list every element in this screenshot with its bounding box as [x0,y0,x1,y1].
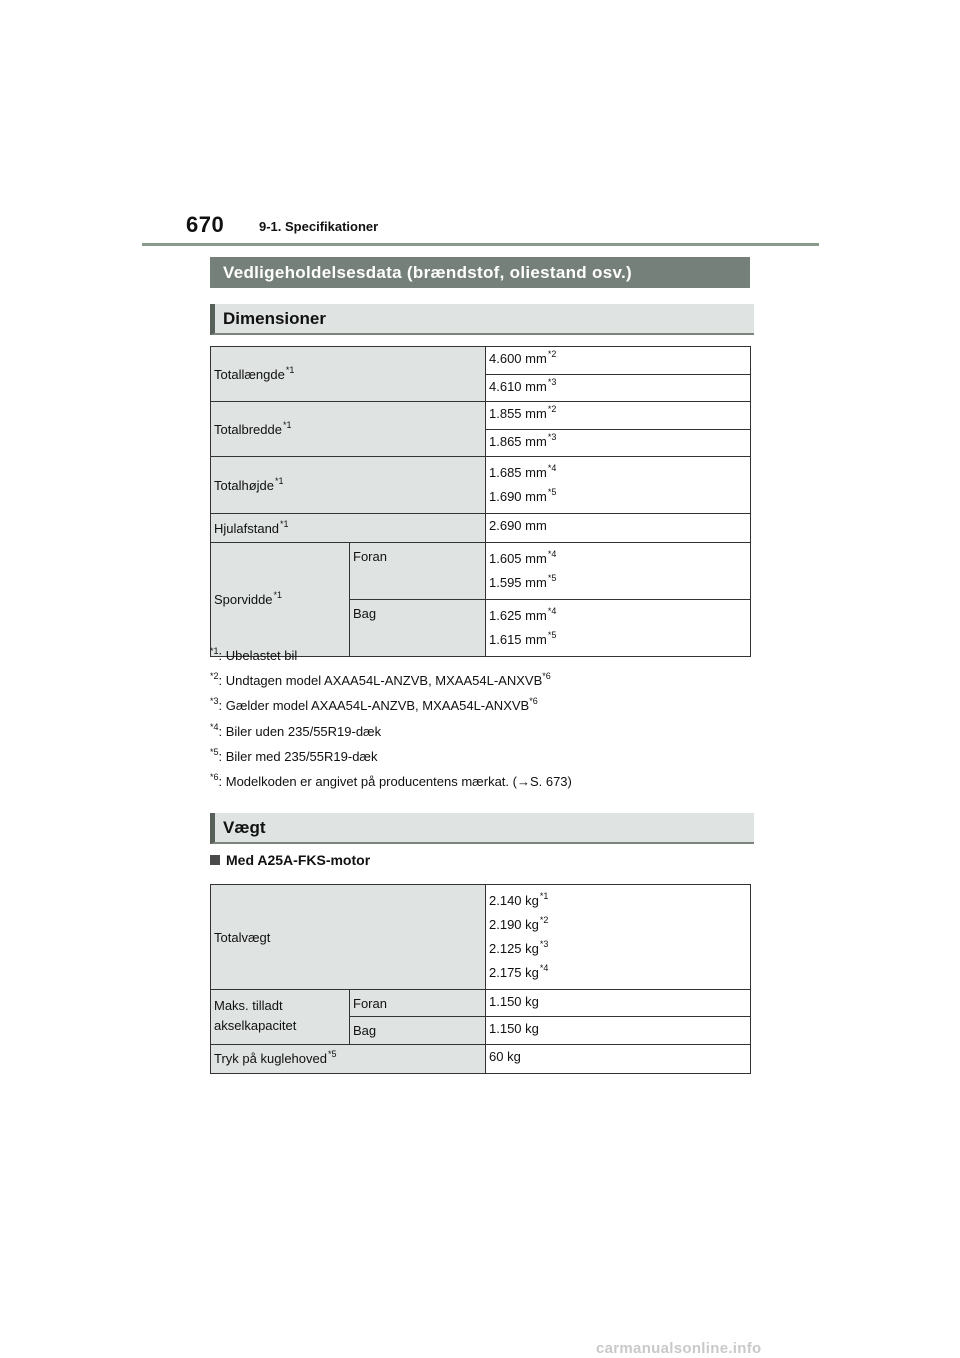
table-row [211,514,751,543]
width-value-2: 1.865 $mm^{*3}$ [486,430,751,457]
track-label: Sporvidde$^{*1}$ [211,543,350,657]
main-heading: Vedligeholdelsesdata (brændstof, oliestand osv.) [210,257,750,288]
track-rear-label: Bag [350,600,486,657]
axle-front-value: 1.150 kg [486,990,751,1017]
dimensions-table [210,346,751,657]
footnote: $^{*1}$: Ubelastet bil [210,646,298,663]
height-label: Totalhøjde$^{*1}$ [211,457,486,514]
total-weight-values [486,885,751,990]
table-row [211,347,751,375]
engine-subheading: Med A25A-FKS-motor [210,852,370,868]
axle-capacity-label: Maks. tilladt akselkapacitet [211,990,350,1045]
table-row [211,885,751,990]
wheelbase-label: Hjulafstand$^{*1}$ [211,514,486,543]
track-front-value-2: 1.595 $mm^{*5}$ [489,573,557,590]
table-row [211,1045,751,1074]
page-number: 670 [186,212,225,237]
track-rear-value-1: 1.625 $mm^{*4}$ [489,606,557,623]
square-bullet-icon [210,855,220,865]
axle-rear-label: Bag [350,1017,486,1045]
track-rear-value-2: 1.615 $mm^{*5}$ [489,630,557,647]
height-values [486,457,751,514]
length-value-2: 4.610 $mm^{*3}$ [486,375,751,402]
weight-table [210,884,751,1074]
coupling-load-label: Tryk på kuglehoved$^{*5}$ [211,1045,486,1074]
weight-heading: Vægt [210,813,754,844]
length-value-1: 4.600 $mm^{*2}$ [486,347,751,375]
table-row [211,457,751,514]
axle-front-label: Foran [350,990,486,1017]
footnote: $^{*6}$: Modelkoden er angivet på producentens mærkat. (→S. 673) [210,771,572,789]
table-row [211,402,751,430]
footnote: $^{*4}$: Biler uden 235/55R19-dæk [210,721,382,739]
watermark: carmanualsonline.info [596,1340,762,1357]
total-weight-value: 2.140 $kg^{*1}$ [489,891,549,908]
track-front-value-1: 1.605 $mm^{*4}$ [489,549,557,566]
track-front-label: Foran [350,543,486,600]
height-value-1: 1.685 $mm^{*4}$ [489,463,557,480]
length-label: Totallængde$^{*1}$ [211,347,486,402]
coupling-load-value: 60 kg [486,1045,751,1074]
total-weight-value: 2.190 $kg^{*2}$ [489,915,549,932]
width-value-1: 1.855 $mm^{*2}$ [486,402,751,430]
track-front-values [486,543,751,600]
total-weight-value: 2.125 $kg^{*3}$ [489,939,549,956]
section-title: 9-1. Specifikationer [259,219,379,234]
table-row [211,543,751,600]
total-weight-value: 2.175 $kg^{*4}$ [489,963,549,980]
total-weight-label: Totalvægt [211,885,486,990]
header-divider [142,243,819,246]
width-label: Totalbredde$^{*1}$ [211,402,486,457]
axle-rear-value: 1.150 kg [486,1017,751,1045]
height-value-2: 1.690 $mm^{*5}$ [489,487,557,504]
table-row [211,990,751,1017]
footnote: $^{*3}$: Gælder model AXAA54L-ANZVB, MXAA54L-ANXVB$^{*6}$ [210,696,538,714]
dimensions-heading: Dimensioner [210,304,754,335]
footnote: $^{*5}$: Biler med 235/55R19-dæk [210,746,378,764]
footnotes [210,646,770,797]
footnote: $^{*2}$: Undtagen model AXAA54L-ANZVB, MXAA54L-ANXVB$^{*6}$ [210,671,551,689]
wheelbase-value: 2.690 mm [486,514,751,543]
